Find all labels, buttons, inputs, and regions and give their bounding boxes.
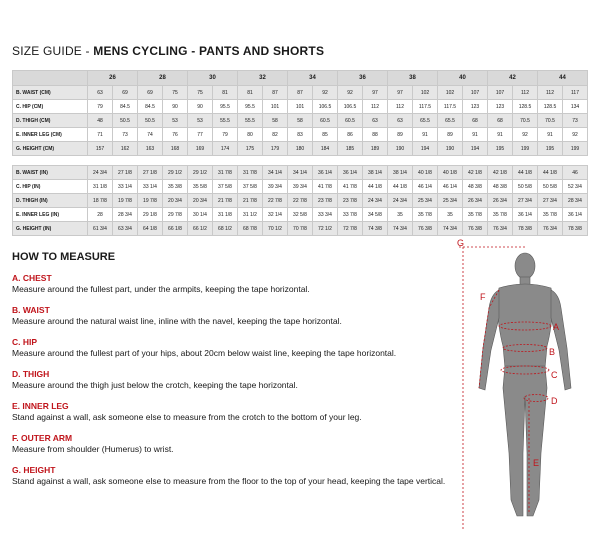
- table-cell: 63: [388, 114, 413, 128]
- table-cell: 40 1/8: [413, 166, 438, 180]
- table-cell: 76 3/8: [463, 222, 488, 236]
- table-cell: 34 1/4: [263, 166, 288, 180]
- table-row: [13, 166, 588, 180]
- size-header-cell: 32: [238, 71, 288, 86]
- table-cell: 27 3/4: [513, 194, 538, 208]
- table-cell: 28: [88, 208, 113, 222]
- table-row: [13, 142, 588, 156]
- table-cell: 39 3/4: [288, 180, 313, 194]
- header-blank-cell: [13, 71, 88, 86]
- title-prefix: SIZE GUIDE -: [12, 44, 94, 58]
- table-cell: 77: [188, 128, 213, 142]
- table-cell: 60.5: [313, 114, 338, 128]
- size-header-cell: 26: [88, 71, 138, 86]
- table-cell: 21 7/8: [213, 194, 238, 208]
- table-row: [13, 114, 588, 128]
- measure-item: [12, 273, 452, 295]
- table-cell: 78 3/8: [513, 222, 538, 236]
- size-header-cell: 42: [488, 71, 538, 86]
- table-cell: 37 5/8: [213, 180, 238, 194]
- table-cell: 69: [113, 86, 138, 100]
- table-cell: 92: [338, 86, 363, 100]
- table-cell: 63: [363, 114, 388, 128]
- table-cell: 35 7/8: [463, 208, 488, 222]
- table-cell: 75: [163, 86, 188, 100]
- table-cell: 22 7/8: [263, 194, 288, 208]
- table-cell: 27 3/4: [538, 194, 563, 208]
- table-cell: 90: [163, 100, 188, 114]
- table-cell: 70 7/8: [288, 222, 313, 236]
- row-label: D. THIGH (IN): [13, 194, 88, 208]
- table-cell: 72 1/2: [313, 222, 338, 236]
- table-cell: 29 7/8: [163, 208, 188, 222]
- table-cell: 48 3/8: [463, 180, 488, 194]
- table-cell: 174: [213, 142, 238, 156]
- table-cell: 86: [338, 128, 363, 142]
- table-cell: 42 1/8: [488, 166, 513, 180]
- table-cell: 66 1/8: [163, 222, 188, 236]
- table-cell: 58: [263, 114, 288, 128]
- table-cell: 38 1/4: [388, 166, 413, 180]
- table-cell: 73: [113, 128, 138, 142]
- table-cell: 91: [538, 128, 563, 142]
- table-cell: 52 3/4: [563, 180, 588, 194]
- table-cell: 48 3/8: [488, 180, 513, 194]
- table-cell: 101: [288, 100, 313, 114]
- measure-item-description: Measure around the natural waist line, inline with the navel, keeping the tape horizontal.: [12, 316, 342, 326]
- table-cell: 20 3/4: [188, 194, 213, 208]
- measure-item: [12, 369, 452, 391]
- table-cell: 106.5: [338, 100, 363, 114]
- table-cell: 157: [88, 142, 113, 156]
- table-cell: 29 1/8: [138, 208, 163, 222]
- table-cell: 107: [463, 86, 488, 100]
- table-cell: 79: [88, 100, 113, 114]
- table-cell: 23 7/8: [313, 194, 338, 208]
- table-cell: 29 1/2: [163, 166, 188, 180]
- table-cell: 88: [363, 128, 388, 142]
- size-header-cell: 36: [338, 71, 388, 86]
- table-cell: 34 1/4: [288, 166, 313, 180]
- table-cell: 63: [88, 86, 113, 100]
- table-cell: 84.5: [113, 100, 138, 114]
- table-cell: 28 3/4: [113, 208, 138, 222]
- table-cell: 53: [188, 114, 213, 128]
- table-cell: 35 5/8: [188, 180, 213, 194]
- inch-size-table: [12, 165, 588, 236]
- table-cell: 91: [488, 128, 513, 142]
- table-cell: 78 3/8: [563, 222, 588, 236]
- table-cell: 180: [288, 142, 313, 156]
- table-row: [13, 100, 588, 114]
- table-cell: 74 3/4: [438, 222, 463, 236]
- table-cell: 179: [263, 142, 288, 156]
- table-cell: 20 3/4: [163, 194, 188, 208]
- label-c: C: [551, 370, 558, 380]
- measure-item: [12, 433, 452, 455]
- measure-item-title: D. THIGH: [12, 369, 50, 379]
- table-cell: 89: [388, 128, 413, 142]
- label-b: B: [549, 347, 556, 357]
- measure-item-description: Measure from shoulder (Humerus) to wrist.: [12, 444, 174, 454]
- table-cell: 162: [113, 142, 138, 156]
- table-cell: 53: [163, 114, 188, 128]
- title-main: MENS CYCLING - PANTS AND SHORTS: [93, 44, 325, 58]
- table-cell: 25 3/4: [438, 194, 463, 208]
- table-cell: 42 1/8: [463, 166, 488, 180]
- table-cell: 40 1/8: [438, 166, 463, 180]
- table-cell: 35 3/8: [163, 180, 188, 194]
- table-cell: 123: [463, 100, 488, 114]
- measure-item-title: G. HEIGHT: [12, 465, 56, 475]
- table-cell: 55.5: [238, 114, 263, 128]
- table-cell: 61 3/4: [88, 222, 113, 236]
- label-a: A: [553, 322, 560, 332]
- table-cell: 19 7/8: [113, 194, 138, 208]
- table-cell: 26 3/4: [463, 194, 488, 208]
- table-cell: 112: [363, 100, 388, 114]
- table-cell: 95.5: [213, 100, 238, 114]
- table-row: [13, 222, 588, 236]
- table-cell: 163: [138, 142, 163, 156]
- table-cell: 134: [563, 100, 588, 114]
- table-cell: 41 7/8: [338, 180, 363, 194]
- table-cell: 35 7/8: [488, 208, 513, 222]
- body-silhouette: [479, 253, 571, 516]
- table-cell: 73: [563, 114, 588, 128]
- table-cell: 68: [488, 114, 513, 128]
- page-title: [12, 44, 324, 58]
- table-cell: 189: [363, 142, 388, 156]
- measure-item-title: E. INNER LEG: [12, 401, 69, 411]
- table-cell: 69: [138, 86, 163, 100]
- table-cell: 68 7/8: [238, 222, 263, 236]
- table-cell: 190: [438, 142, 463, 156]
- table-cell: 48: [88, 114, 113, 128]
- measure-item-title: F. OUTER ARM: [12, 433, 73, 443]
- table-cell: 87: [288, 86, 313, 100]
- table-cell: 21 7/8: [238, 194, 263, 208]
- table-cell: 112: [538, 86, 563, 100]
- table-cell: 71: [88, 128, 113, 142]
- table-cell: 44 1/8: [363, 180, 388, 194]
- table-cell: 128.5: [513, 100, 538, 114]
- table-cell: 35 7/8: [413, 208, 438, 222]
- table-cell: 76: [163, 128, 188, 142]
- table-cell: 92: [563, 128, 588, 142]
- row-label: C. HIP (CM): [13, 100, 88, 114]
- table-cell: 35 7/8: [538, 208, 563, 222]
- size-header-cell: 38: [388, 71, 438, 86]
- table-cell: 24 3/4: [363, 194, 388, 208]
- table-cell: 107: [488, 86, 513, 100]
- table-cell: 87: [263, 86, 288, 100]
- table-cell: 195: [538, 142, 563, 156]
- table-cell: 46 1/4: [413, 180, 438, 194]
- row-label: D. THIGH (CM): [13, 114, 88, 128]
- table-cell: 175: [238, 142, 263, 156]
- table-cell: 112: [513, 86, 538, 100]
- table-cell: 18 7/8: [88, 194, 113, 208]
- table-cell: 91: [413, 128, 438, 142]
- table-cell: 24 3/4: [88, 166, 113, 180]
- table-cell: 190: [388, 142, 413, 156]
- table-cell: 76 3/4: [538, 222, 563, 236]
- table-cell: 50.5: [113, 114, 138, 128]
- table-cell: 91: [463, 128, 488, 142]
- table-cell: 117: [563, 86, 588, 100]
- table-cell: 33 1/4: [113, 180, 138, 194]
- table-row: [13, 208, 588, 222]
- table-cell: 31 7/8: [213, 166, 238, 180]
- measure-item-description: Measure around the fullest part of your hips, about 20cm below waist line, keeping the tape horizontal.: [12, 348, 397, 358]
- table-cell: 82: [263, 128, 288, 142]
- label-f: F: [480, 292, 486, 302]
- measure-item-description: Stand against a wall, ask someone else to measure from the floor to the top of your head, keeping the tape vertical.: [12, 476, 446, 486]
- table-cell: 60.5: [338, 114, 363, 128]
- table-cell: 76 3/8: [413, 222, 438, 236]
- table-cell: 50 5/8: [538, 180, 563, 194]
- table-cell: 199: [563, 142, 588, 156]
- table-cell: 39 3/4: [263, 180, 288, 194]
- table-cell: 26 3/4: [488, 194, 513, 208]
- table-cell: 38 1/4: [363, 166, 388, 180]
- table-cell: 36 1/4: [338, 166, 363, 180]
- table-cell: 23 7/8: [338, 194, 363, 208]
- table-cell: 65.5: [438, 114, 463, 128]
- table-cell: 32 5/8: [288, 208, 313, 222]
- table-cell: 25 3/4: [413, 194, 438, 208]
- table-cell: 37 5/8: [238, 180, 263, 194]
- table-cell: 46: [563, 166, 588, 180]
- table-cell: 68: [463, 114, 488, 128]
- table-cell: 102: [438, 86, 463, 100]
- table-row: [13, 128, 588, 142]
- table-cell: 44 1/8: [513, 166, 538, 180]
- table-cell: 74 3/8: [363, 222, 388, 236]
- table-cell: 89: [438, 128, 463, 142]
- table-cell: 31 7/8: [238, 166, 263, 180]
- cm-size-table: [12, 70, 588, 156]
- table-cell: 80: [238, 128, 263, 142]
- table-cell: 194: [463, 142, 488, 156]
- table-cell: 46 1/4: [438, 180, 463, 194]
- body-figure: [455, 238, 595, 558]
- table-cell: 36 1/4: [313, 166, 338, 180]
- table-cell: 84.5: [138, 100, 163, 114]
- table-cell: 101: [263, 100, 288, 114]
- table-cell: 79: [213, 128, 238, 142]
- table-cell: 81: [213, 86, 238, 100]
- table-cell: 72 7/8: [338, 222, 363, 236]
- label-g: G: [457, 238, 465, 248]
- table-cell: 58: [288, 114, 313, 128]
- table-cell: 74 3/4: [388, 222, 413, 236]
- table-cell: 50.5: [138, 114, 163, 128]
- table-cell: 34 5/8: [363, 208, 388, 222]
- table-cell: 29 1/2: [188, 166, 213, 180]
- row-label: B. WAIST (IN): [13, 166, 88, 180]
- table-cell: 30 1/4: [188, 208, 213, 222]
- table-cell: 169: [188, 142, 213, 156]
- table-cell: 64 1/8: [138, 222, 163, 236]
- row-label: C. HIP (IN): [13, 180, 88, 194]
- table-cell: 50 5/8: [513, 180, 538, 194]
- size-header-row: [13, 71, 588, 86]
- size-header-cell: 44: [538, 71, 588, 86]
- size-header-cell: 28: [138, 71, 188, 86]
- how-to-measure-heading: HOW TO MEASURE: [12, 251, 116, 263]
- table-cell: 24 3/4: [388, 194, 413, 208]
- measure-item: [12, 305, 452, 327]
- table-cell: 44 1/8: [388, 180, 413, 194]
- table-cell: 117.5: [413, 100, 438, 114]
- table-cell: 184: [313, 142, 338, 156]
- table-cell: 97: [363, 86, 388, 100]
- table-cell: 70.5: [513, 114, 538, 128]
- table-cell: 44 1/8: [538, 166, 563, 180]
- row-label: E. INNER LEG (IN): [13, 208, 88, 222]
- table-cell: 168: [163, 142, 188, 156]
- table-cell: 31 1/2: [238, 208, 263, 222]
- table-cell: 70.5: [538, 114, 563, 128]
- table-cell: 199: [513, 142, 538, 156]
- measure-item-description: Measure around the thigh just below the crotch, keeping the tape horizontal.: [12, 380, 298, 390]
- table-row: [13, 180, 588, 194]
- table-cell: 90: [188, 100, 213, 114]
- table-cell: 31 1/8: [88, 180, 113, 194]
- table-cell: 35: [438, 208, 463, 222]
- measure-item-title: A. CHEST: [12, 273, 52, 283]
- table-cell: 66 1/2: [188, 222, 213, 236]
- measure-item: [12, 337, 452, 359]
- table-cell: 112: [388, 100, 413, 114]
- table-cell: 31 1/8: [213, 208, 238, 222]
- measure-item: [12, 401, 452, 423]
- measure-item-title: B. WAIST: [12, 305, 50, 315]
- measure-item: [12, 465, 452, 487]
- label-d: D: [551, 396, 558, 406]
- row-label: G. HEIGHT (CM): [13, 142, 88, 156]
- table-cell: 28 3/4: [563, 194, 588, 208]
- measure-item-title: C. HIP: [12, 337, 38, 347]
- label-e: E: [533, 458, 540, 468]
- table-cell: 92: [513, 128, 538, 142]
- table-cell: 63 3/4: [113, 222, 138, 236]
- table-cell: 33 1/4: [138, 180, 163, 194]
- table-cell: 36 1/4: [513, 208, 538, 222]
- size-header-cell: 40: [438, 71, 488, 86]
- table-cell: 74: [138, 128, 163, 142]
- table-cell: 41 7/8: [313, 180, 338, 194]
- table-cell: 97: [388, 86, 413, 100]
- measure-item-description: Stand against a wall, ask someone else to measure from the crotch to the bottom of your leg.: [12, 412, 362, 422]
- row-label: E. INNER LEG (CM): [13, 128, 88, 142]
- table-cell: 70 1/2: [263, 222, 288, 236]
- table-cell: 27 1/8: [138, 166, 163, 180]
- table-cell: 106.5: [313, 100, 338, 114]
- table-cell: 55.5: [213, 114, 238, 128]
- measure-item-description: Measure around the fullest part, under the armpits, keeping the tape horizontal.: [12, 284, 310, 294]
- table-cell: 81: [238, 86, 263, 100]
- table-row: [13, 194, 588, 208]
- table-cell: 195: [488, 142, 513, 156]
- table-cell: 33 3/4: [313, 208, 338, 222]
- table-cell: 65.5: [413, 114, 438, 128]
- table-cell: 185: [338, 142, 363, 156]
- table-cell: 33 7/8: [338, 208, 363, 222]
- table-cell: 83: [288, 128, 313, 142]
- table-cell: 75: [188, 86, 213, 100]
- table-cell: 35: [388, 208, 413, 222]
- size-header-cell: 34: [288, 71, 338, 86]
- table-row: [13, 86, 588, 100]
- table-cell: 194: [413, 142, 438, 156]
- table-cell: 92: [313, 86, 338, 100]
- table-cell: 123: [488, 100, 513, 114]
- table-cell: 102: [413, 86, 438, 100]
- table-cell: 128.5: [538, 100, 563, 114]
- table-cell: 76 3/4: [488, 222, 513, 236]
- row-label: G. HEIGHT (IN): [13, 222, 88, 236]
- row-label: B. WAIST (CM): [13, 86, 88, 100]
- table-cell: 22 7/8: [288, 194, 313, 208]
- table-cell: 68 1/2: [213, 222, 238, 236]
- table-cell: 95.5: [238, 100, 263, 114]
- table-cell: 19 7/8: [138, 194, 163, 208]
- size-header-cell: 30: [188, 71, 238, 86]
- table-cell: 27 1/8: [113, 166, 138, 180]
- table-cell: 36 1/4: [563, 208, 588, 222]
- table-cell: 32 1/4: [263, 208, 288, 222]
- table-cell: 85: [313, 128, 338, 142]
- table-cell: 117.5: [438, 100, 463, 114]
